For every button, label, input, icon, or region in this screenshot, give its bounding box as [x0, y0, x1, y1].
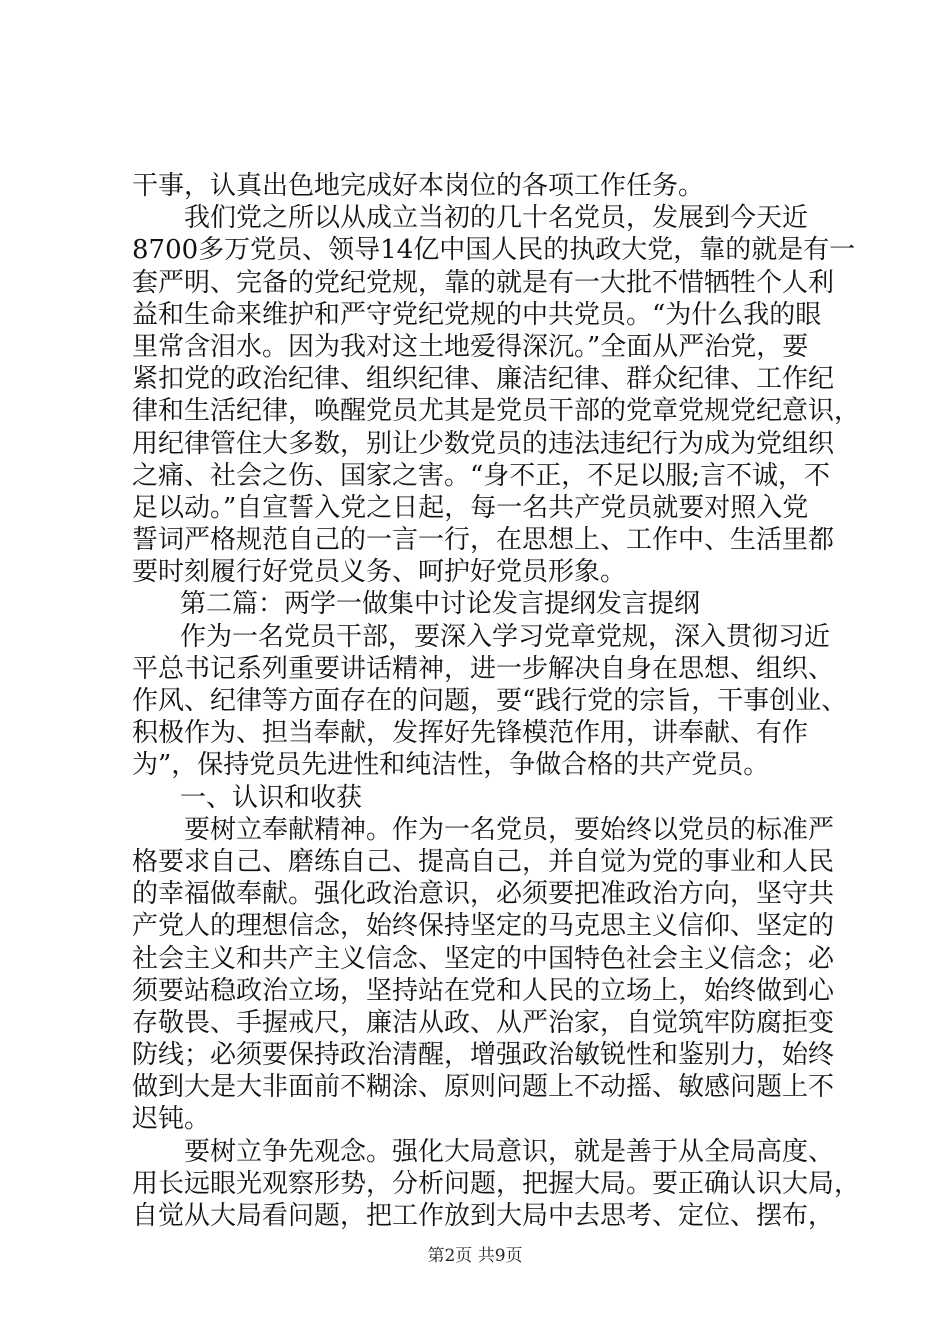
text-line: 的幸福做奉献。强化政治意识，必须要把准政治方向，坚守共	[132, 879, 835, 910]
page-number: 第2页 共9页	[427, 1246, 523, 1266]
section-heading: 第二篇：两学一做集中讨论发言提纲发言提纲	[180, 589, 701, 620]
text-line: 8700多万党员、领导14亿中国人民的执政大党，靠的就是有一	[132, 235, 856, 266]
text-line: 益和生命来维护和严守党纪党规的中共党员。“为什么我的眼	[132, 299, 822, 330]
text-line: 干事，认真出色地完成好本岗位的各项工作任务。	[132, 171, 705, 201]
text-line: 誓词严格规范自己的一言一行，在思想上、工作中、生活里都	[132, 525, 835, 556]
text-line: 要树立争先观念。强化大局意识，就是善于从全局高度、	[184, 1136, 835, 1167]
text-line: 之痛、社会之伤、国家之害。“身不正，不足以服;言不诚，不	[132, 460, 831, 491]
document-body	[132, 170, 861, 1232]
page-footer	[0, 1241, 950, 1266]
text-line: 须要站稳政治立场，坚持站在党和人民的立场上，始终做到心	[132, 975, 835, 1006]
text-line: 平总书记系列重要讲话精神，进一步解决自身在思想、组织、	[132, 653, 835, 684]
text-line: 紧扣党的政治纪律、组织纪律、廉洁纪律、群众纪律、工作纪	[132, 364, 835, 395]
text-line: 律和生活纪律，唤醒党员尤其是党员干部的党章党规党纪意识，	[132, 396, 861, 427]
text-line: 要树立奉献精神。作为一名党员，要始终以党员的标准严	[184, 814, 835, 845]
subsection-heading: 一、认识和收获	[180, 782, 363, 813]
text-line: 防线；必须要保持政治清醒，增强政治敏锐性和鉴别力，始终	[132, 1040, 835, 1071]
text-line: 格要求自己、磨练自己、提高自己，并自觉为党的事业和人民	[132, 846, 835, 877]
text-line: 积极作为、担当奉献，发挥好先锋模范作用，讲奉献、有作	[132, 718, 809, 749]
text-line: 套严明、完备的党纪党规，靠的就是有一大批不惜牺牲个人利	[132, 267, 835, 298]
text-line: 用纪律管住大多数，别让少数党员的违法违纪行为成为党组织	[132, 428, 835, 459]
text-line: 做到大是大非面前不糊涂、原则问题上不动摇、敏感问题上不	[132, 1072, 835, 1103]
text-line: 存敬畏、手握戒尺，廉洁从政、从严治家，自觉筑牢防腐拒变	[132, 1007, 835, 1038]
text-line: 自觉从大局看问题，把工作放到大局中去思考、定位、摆布，	[132, 1201, 835, 1231]
text-line: 作为一名党员干部，要深入学习党章党规，深入贯彻习近	[180, 621, 831, 652]
text-line: 产党人的理想信念，始终保持坚定的马克思主义信仰、坚定的	[132, 911, 835, 942]
text-line: 我们党之所以从成立当初的几十名党员，发展到今天近	[184, 203, 809, 234]
text-line: 足以动。”自宣誓入党之日起，每一名共产党员就要对照入党	[132, 492, 809, 523]
text-line: 要时刻履行好党员义务、呵护好党员形象。	[132, 557, 627, 588]
text-line: 社会主义和共产主义信念、坚定的中国特色社会主义信念；必	[132, 943, 835, 974]
text-line: 用长远眼光观察形势，分析问题，把握大局。要正确认识大局，	[132, 1168, 861, 1199]
text-line: 里常含泪水。因为我对这土地爱得深沉。”全面从严治党，要	[132, 331, 809, 362]
text-line: 为”，保持党员先进性和纯洁性，争做合格的共产党员。	[132, 750, 770, 781]
text-line: 作风、纪律等方面存在的问题，要“践行党的宗旨，干事创业、	[132, 686, 848, 716]
text-line: 迟钝。	[132, 1104, 211, 1135]
